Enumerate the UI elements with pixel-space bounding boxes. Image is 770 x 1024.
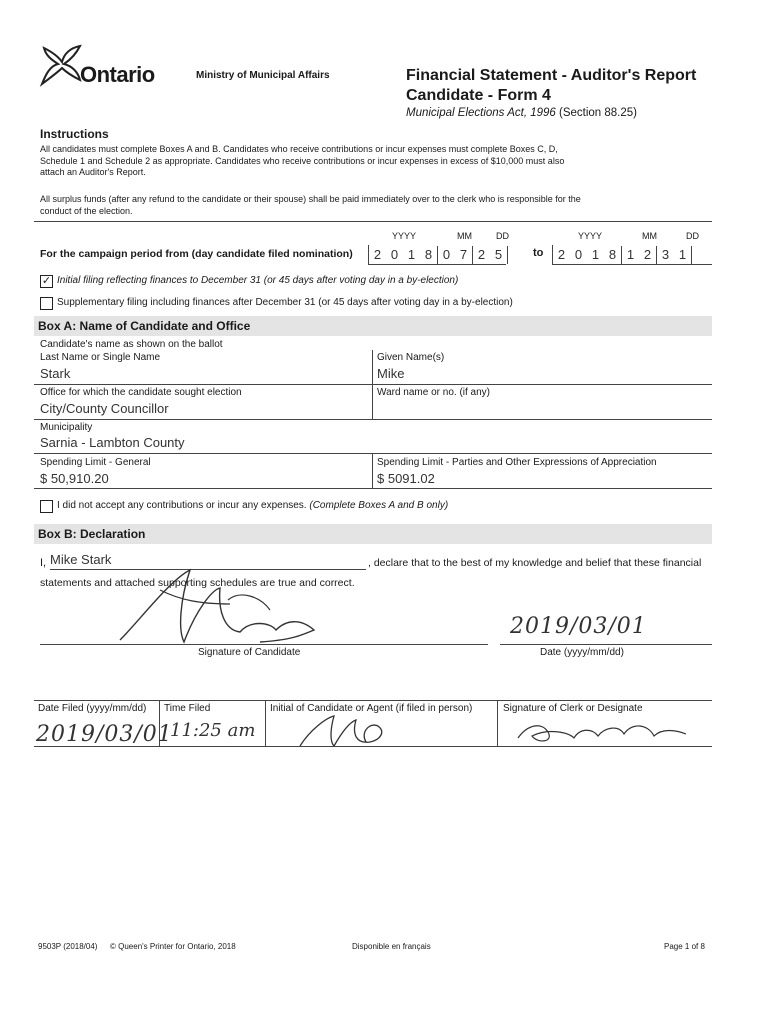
campaign-period-label: For the campaign period from (day candidate filed nomination) <box>40 248 353 260</box>
period-from-dd-head: DD <box>496 231 509 241</box>
instructions-para1-line3: attach an Auditor's Report. <box>40 167 146 177</box>
period-to-yyyy-head: YYYY <box>578 231 603 241</box>
instructions-divider <box>34 221 712 222</box>
ministry-name: Ministry of Municipal Affairs <box>196 70 330 81</box>
trillium-icon <box>36 44 84 88</box>
name-row-divider <box>34 384 712 385</box>
time-filed-handwritten: 11:25 am <box>170 720 256 741</box>
period-to-y1: 2 <box>557 247 566 262</box>
ontario-logo <box>36 44 176 90</box>
office-label: Office for which the candidate sought election <box>40 387 242 398</box>
given-name-label: Given Name(s) <box>377 352 445 363</box>
declaration-text-2: statements and attached supporting schedules are true and correct. <box>40 577 355 589</box>
spending-limit-general-value[interactable]: $ 50,910.20 <box>40 471 109 486</box>
form-code: 9503P (2018/04) <box>38 942 98 951</box>
office-value[interactable]: City/County Councillor <box>40 401 169 416</box>
date-filed-label: Date Filed (yyyy/mm/dd) <box>38 703 147 714</box>
signature-line <box>40 644 488 645</box>
time-filed-label: Time Filed <box>164 703 211 714</box>
act-name: Municipal Elections Act, 1996 <box>406 107 556 119</box>
supplementary-filing-label: Supplementary filing including finances after December 31 (or 45 days after voting day in a by-election) <box>57 297 513 308</box>
period-to-y2: 0 <box>574 247 583 262</box>
given-name-value[interactable]: Mike <box>377 366 405 381</box>
period-from-y4: 8 <box>420 246 438 264</box>
initial-filing-label: Initial filing reflecting finances to December 31 (or 45 days after voting day in a by-election) <box>57 275 459 286</box>
period-to-label: to <box>533 247 544 259</box>
period-from-d1: 2 <box>477 247 486 262</box>
last-name-label: Last Name or Single Name <box>40 352 161 363</box>
instructions-para1-line2: Schedule 1 and Schedule 2 as appropriate. Candidates who receive contributions or incur expenses in excess of $10,000 must also <box>40 155 565 166</box>
period-to-m2: 2 <box>639 246 657 264</box>
period-from-baseline <box>368 264 506 265</box>
clerk-signature-label: Signature of Clerk or Designate <box>503 703 643 714</box>
instructions-para1-line1: All candidates must complete Boxes A and B. Candidates who receive contributions or incur expenses must complete Boxes C, D, <box>40 144 558 154</box>
period-to-d2: 1 <box>674 246 692 264</box>
office-column-divider <box>372 385 373 419</box>
page-number: Page 1 of 8 <box>664 942 705 951</box>
copyright: © Queen's Printer for Ontario, 2018 <box>110 942 236 951</box>
period-from-y3: 1 <box>407 247 416 262</box>
filing-col-2 <box>265 700 266 746</box>
no-contributions-text: I did not accept any contributions or incur any expenses. <box>57 500 307 511</box>
declaration-i: I, <box>40 557 47 569</box>
period-from-y1: 2 <box>373 247 382 262</box>
candidate-signature <box>100 560 360 650</box>
period-to-y4: 8 <box>604 246 622 264</box>
municipality-label: Municipality <box>40 422 93 433</box>
form-title-line1: Financial Statement - Auditor's Report <box>406 67 697 84</box>
period-from-digits <box>369 246 508 264</box>
ballot-name-label: Candidate's name as shown on the ballot <box>40 339 223 350</box>
period-from-mm-head: MM <box>457 231 472 241</box>
municipality-row-divider <box>34 453 712 454</box>
period-to-m1: 1 <box>626 247 635 262</box>
instructions-para2 <box>40 194 720 217</box>
limit-column-divider <box>372 454 373 488</box>
date-line <box>500 644 712 645</box>
spending-limit-general-label: Spending Limit - General <box>40 457 151 468</box>
period-from-m2: 7 <box>455 246 473 264</box>
no-contributions-note: (Complete Boxes A and B only) <box>309 500 449 511</box>
instructions-para2-line2: conduct of the election. <box>40 205 133 216</box>
declaration-text: , declare that to the best of my knowledge and belief that these financial <box>368 557 702 569</box>
declaration-date-handwritten: 2019/03/01 <box>510 614 647 639</box>
act-section: (Section 88.25) <box>559 107 637 119</box>
period-to-dd-head: DD <box>686 231 699 241</box>
declarant-name[interactable]: Mike Stark <box>50 552 112 567</box>
period-to-baseline <box>552 264 712 265</box>
candidate-initials <box>290 712 400 752</box>
limit-row-divider <box>34 488 712 489</box>
period-from-yyyy-head: YYYY <box>392 231 417 241</box>
period-to-d1: 3 <box>661 247 670 262</box>
french-availability: Disponible en français <box>352 942 431 951</box>
period-to-digits <box>553 246 692 264</box>
supplementary-filing-checkbox[interactable] <box>40 297 53 310</box>
clerk-signature <box>508 714 708 750</box>
filing-table-top <box>34 700 712 701</box>
instructions-para2-line1: All surplus funds (after any refund to the candidate or their spouse) shall be paid immediately over to the clerk who is responsible for the <box>40 194 581 204</box>
signature-label: Signature of Candidate <box>198 647 301 658</box>
box-a-heading: Box A: Name of Candidate and Office <box>34 316 712 336</box>
spending-limit-parties-value[interactable]: $ 5091.02 <box>377 471 435 486</box>
name-column-divider <box>372 350 373 384</box>
act-reference <box>406 107 637 119</box>
instructions-heading: Instructions <box>40 127 109 141</box>
office-row-divider <box>34 419 712 420</box>
date-filed-handwritten: 2019/03/01 <box>36 722 173 747</box>
municipality-value[interactable]: Sarnia - Lambton County <box>40 435 185 450</box>
period-from-d2: 5 <box>490 246 508 264</box>
no-contributions-label <box>57 500 448 511</box>
initial-agent-label: Initial of Candidate or Agent (if filed in person) <box>270 703 473 714</box>
form-title-line2: Candidate - Form 4 <box>406 87 551 104</box>
date-label: Date (yyyy/mm/dd) <box>540 647 624 658</box>
initial-filing-checkbox[interactable]: ✓ <box>41 275 52 287</box>
spending-limit-parties-label: Spending Limit - Parties and Other Expressions of Appreciation <box>377 457 657 468</box>
ward-label: Ward name or no. (if any) <box>377 387 491 398</box>
last-name-value[interactable]: Stark <box>40 366 71 381</box>
instructions-para1 <box>40 144 720 179</box>
ontario-wordmark: Ontario <box>80 62 155 87</box>
period-from-m1: 0 <box>442 247 451 262</box>
no-contributions-checkbox[interactable] <box>40 500 53 513</box>
period-to-mm-head: MM <box>642 231 657 241</box>
box-b-heading: Box B: Declaration <box>34 524 712 544</box>
filing-col-3 <box>497 700 498 746</box>
period-to-y3: 1 <box>591 247 600 262</box>
period-from-y2: 0 <box>390 247 399 262</box>
